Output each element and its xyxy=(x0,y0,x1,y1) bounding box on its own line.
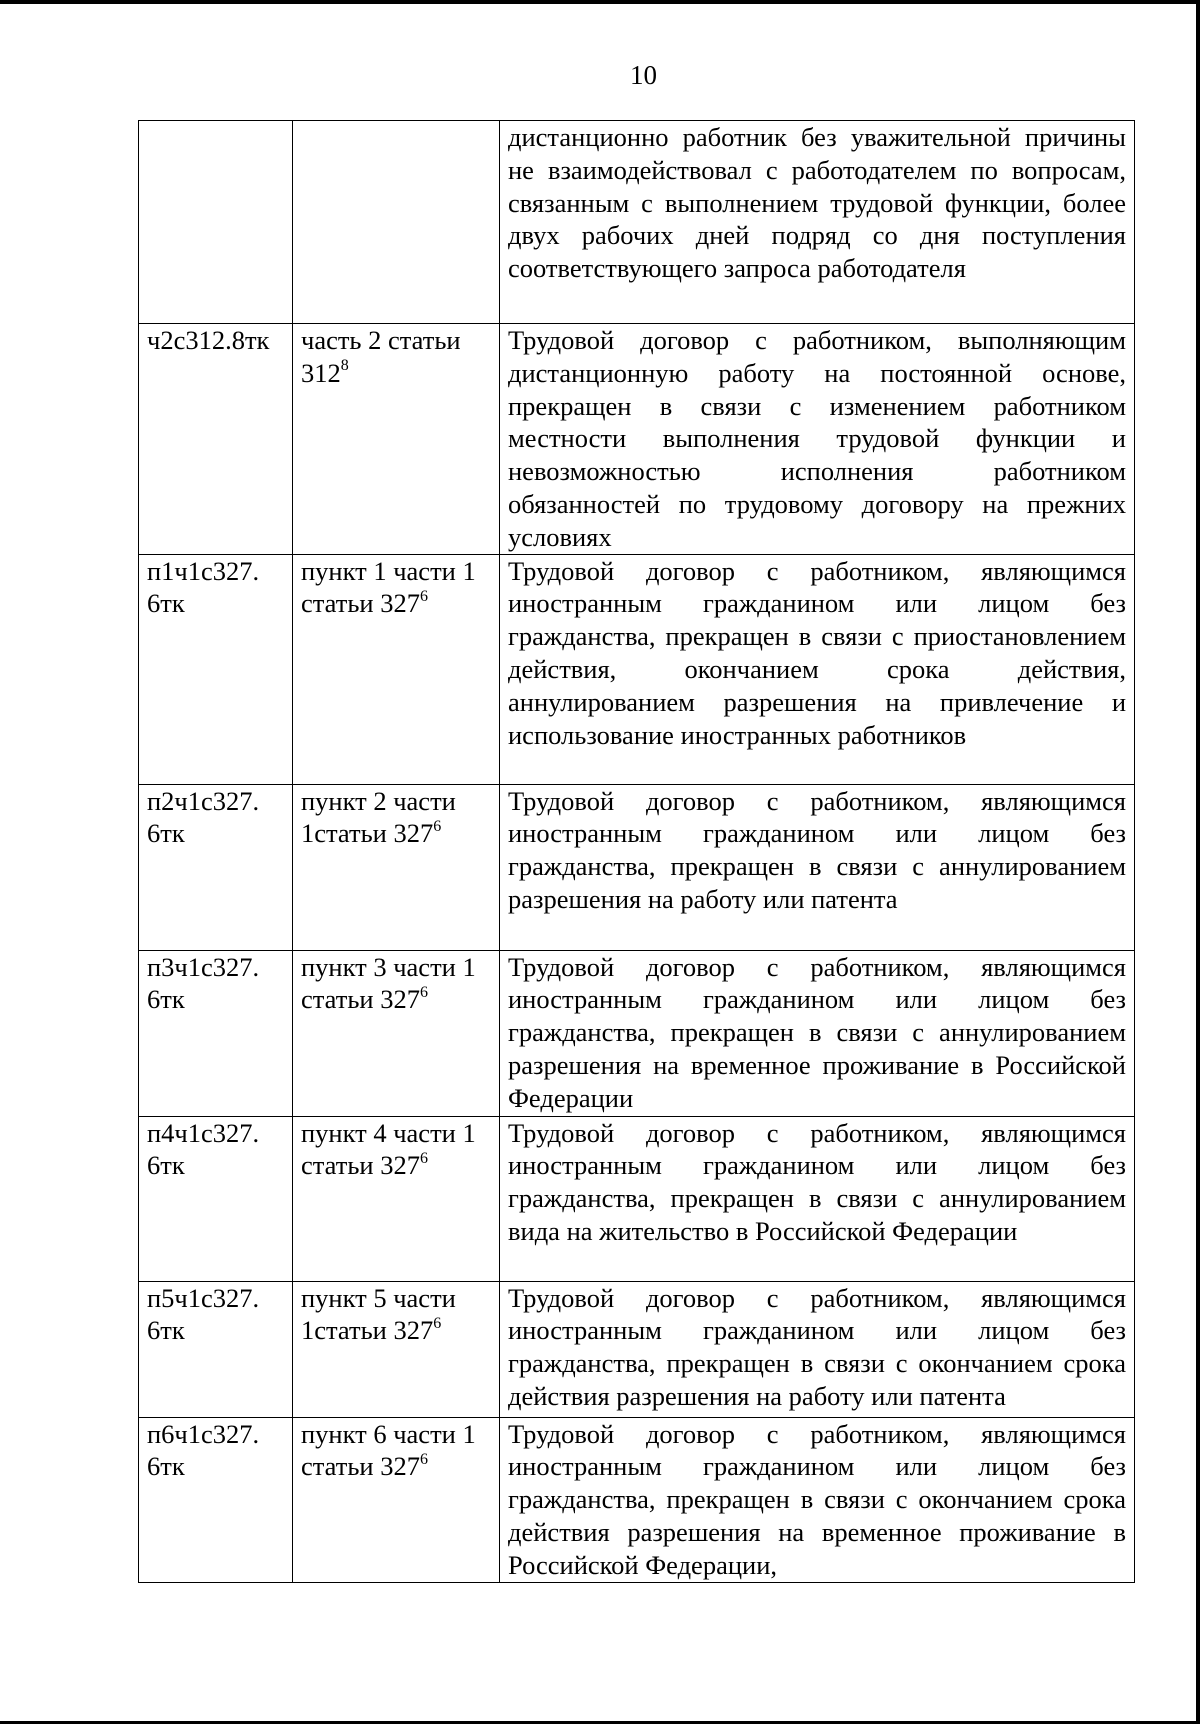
article-superscript: 6 xyxy=(419,1450,428,1468)
table-row xyxy=(139,1281,1135,1417)
code-cell: п2ч1с327. 6тк xyxy=(139,784,293,950)
page-number: 10 xyxy=(630,60,657,90)
description-cell: Трудовой договор с работником, являющимся иностранным гражданином или лицом без гражданства, прекращен в связи с аннулированием разрешения на работу или патента xyxy=(500,784,1135,950)
description-cell: Трудовой договор с работником, являющимся иностранным гражданином или лицом без гражданства, прекращен в связи с приостановлением действия, окончанием срока действия, аннулированием разрешения на привлечение и использование иностранных работников xyxy=(500,554,1135,784)
article-superscript: 8 xyxy=(340,356,349,374)
article-text: пункт 6 части 1 статьи 327 xyxy=(301,1418,476,1482)
table-row xyxy=(139,121,1135,324)
code-cell: п3ч1с327. 6тк xyxy=(139,950,293,1116)
code-cell: п6ч1с327. 6тк xyxy=(139,1417,293,1582)
description-cell: Трудовой договор с работником, выполняющим дистанционную работу на постоянной основе, прекращен в связи с изменением работником местности выполнения трудовой функции и невозможностью исполнения работником обязанностей по трудовому договору на прежних условиях xyxy=(500,324,1135,555)
article-superscript: 6 xyxy=(419,1149,428,1167)
table-row xyxy=(139,554,1135,784)
article-cell xyxy=(293,950,500,1116)
article-cell xyxy=(293,784,500,950)
table-row xyxy=(139,1417,1135,1582)
code-cell xyxy=(139,121,293,324)
article-cell xyxy=(293,1417,500,1582)
description-cell: Трудовой договор с работником, являющимся иностранным гражданином или лицом без гражданства, прекращен в связи с аннулированием вида на жительство в Российской Федерации xyxy=(500,1116,1135,1281)
article-text: пункт 4 части 1 статьи 327 xyxy=(301,1117,476,1181)
article-cell xyxy=(293,121,500,324)
article-superscript: 6 xyxy=(433,1314,442,1332)
article-superscript: 6 xyxy=(433,817,442,835)
scan-border-top xyxy=(0,0,1200,4)
article-text: пункт 5 части 1статьи 327 xyxy=(301,1282,456,1346)
description-cell: Трудовой договор с работником, являющимся иностранным гражданином или лицом без гражданства, прекращен в связи с окончанием срока действия разрешения на работу или патента xyxy=(500,1281,1135,1417)
description-cell: дистанционно работник без уважительной причины не взаимодействовал с работодателем по вопросам, связанным с выполнением трудовой функции, более двух рабочих дней подряд со дня поступления соответствующего запроса работодателя xyxy=(500,121,1135,324)
table-row xyxy=(139,324,1135,555)
code-cell: п1ч1с327. 6тк xyxy=(139,554,293,784)
scan-border-right xyxy=(1196,0,1200,1724)
description-cell: Трудовой договор с работником, являющимся иностранным гражданином или лицом без гражданства, прекращен в связи с аннулированием разрешения на временное проживание в Российской Федерации xyxy=(500,950,1135,1116)
article-superscript: 6 xyxy=(419,983,428,1001)
termination-codes-table xyxy=(138,120,1135,1583)
code-cell: п4ч1с327. 6тк xyxy=(139,1116,293,1281)
article-text: часть 2 статьи 312 xyxy=(301,325,461,388)
article-text: пункт 1 части 1 статьи 327 xyxy=(301,555,476,619)
article-cell xyxy=(293,324,500,555)
code-cell: ч2с312.8тк xyxy=(139,324,293,555)
article-cell xyxy=(293,1116,500,1281)
article-text: пункт 2 части 1статьи 327 xyxy=(301,785,456,849)
article-cell xyxy=(293,554,500,784)
table-row xyxy=(139,784,1135,950)
article-cell xyxy=(293,1281,500,1417)
table-row xyxy=(139,1116,1135,1281)
table-row xyxy=(139,950,1135,1116)
code-cell: п5ч1с327. 6тк xyxy=(139,1281,293,1417)
article-text: пункт 3 части 1 статьи 327 xyxy=(301,951,476,1015)
article-superscript: 6 xyxy=(419,587,428,605)
description-cell: Трудовой договор с работником, являющимся иностранным гражданином или лицом без гражданства, прекращен в связи с окончанием срока действия разрешения на временное проживание в Российской Федерации, xyxy=(500,1417,1135,1582)
